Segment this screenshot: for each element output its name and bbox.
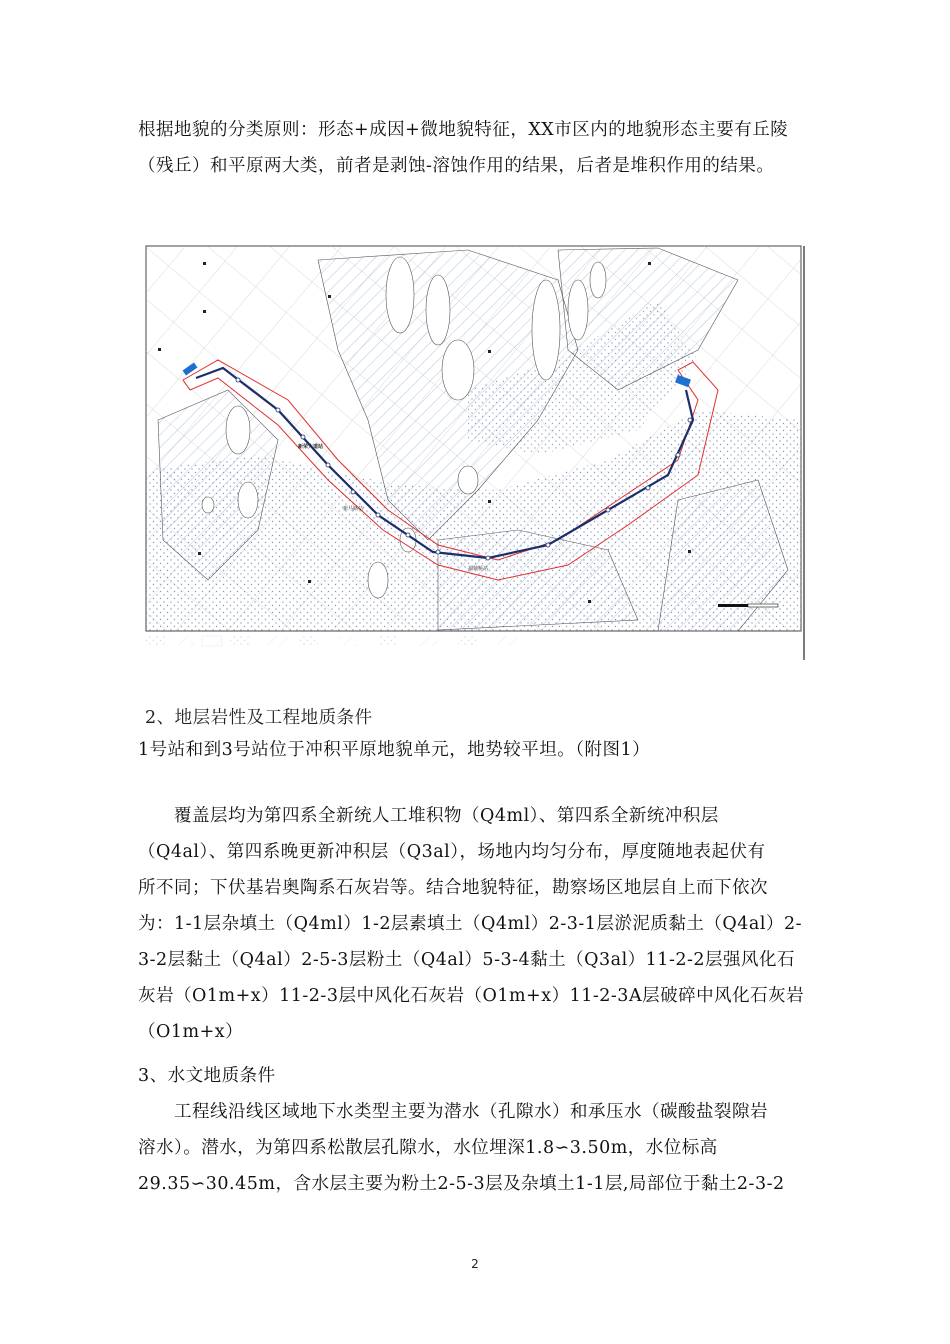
section-3-para-line-1: 工程线沿线区域地下水类型主要为潜水（孔隙水）和承压水（碳酸盐裂隙岩 — [174, 1102, 768, 1122]
section-2-line-1 — [138, 732, 818, 768]
section-2-para-line-7: （O1m+x） — [138, 1022, 244, 1042]
map-label-station-3: 福城桥站 — [468, 566, 489, 572]
section-3-para-line-3: 29.35∽30.45m，含水层主要为粉土2-5-3层及杂填土1-1层,局部位于黏土2-3-2 — [138, 1174, 785, 1194]
section-3-heading-text: 3、水文地质条件 — [138, 1066, 276, 1086]
section-2-para-line-5: 3-2层黏土（Q4al）2-5-3层粉土（Q4al）5-3-4黏土（Q3al）11-2-2层强风化石 — [138, 950, 796, 970]
map-label-station-2: 新马路站 — [343, 506, 364, 512]
map-legend-strip — [146, 636, 518, 646]
section-3-para-line-2: 溶水）。潜水，为第四系松散层孔隙水，水位埋深1.8∽3.50m，水位标高 — [138, 1138, 718, 1158]
section-2-para-line-6: 灰岩（O1m+x）11-2-3层中风化石灰岩（O1m+x）11-2-3A层破碎中风化石灰岩 — [138, 986, 805, 1006]
page-number: 2 — [471, 1257, 479, 1271]
section-2-para-line-3: 所不同；下伏基岩奥陶系石灰岩等。结合地貌特征，勘察场区地层自上而下依次 — [138, 878, 768, 898]
section-2-para-line-1: 覆盖层均为第四系全新统人工堆积物（Q4ml）、第四系全新统冲积层 — [174, 806, 719, 826]
geomorphology-map — [138, 240, 808, 665]
intro-line-1: 根据地貌的分类原则：形态+成因+微地貌特征，XX市区内的地貌形态主要有丘陵 — [138, 120, 789, 140]
section-3-heading — [138, 1058, 818, 1094]
map-label-station-1: 新荣大道站 — [298, 444, 324, 450]
section-2-line-1-text: 1号站和到3号站位于冲积平原地貌单元，地势较平坦。（附图1） — [138, 740, 651, 760]
section-2-para-line-4: 为：1-1层杂填土（Q4ml）1-2层素填土（Q4ml）2-3-1层淤泥质黏土（Q4al）2- — [138, 914, 802, 934]
section-2-para-line-2: （Q4al）、第四系晚更新冲积层（Q3al），场地内均匀分布，厚度随地表起伏有 — [138, 842, 766, 862]
section-2-heading-clipped: 2、地层岩性及工程地质条件 — [145, 708, 373, 728]
section-3-paragraph — [138, 1094, 818, 1202]
scale-bar — [718, 604, 778, 607]
section-2-paragraph — [138, 798, 818, 1050]
intro-line-2: （残丘）和平原两大类，前者是剥蚀-溶蚀作用的结果，后者是堆积作用的结果。 — [138, 156, 775, 176]
intro-paragraph — [138, 112, 818, 184]
